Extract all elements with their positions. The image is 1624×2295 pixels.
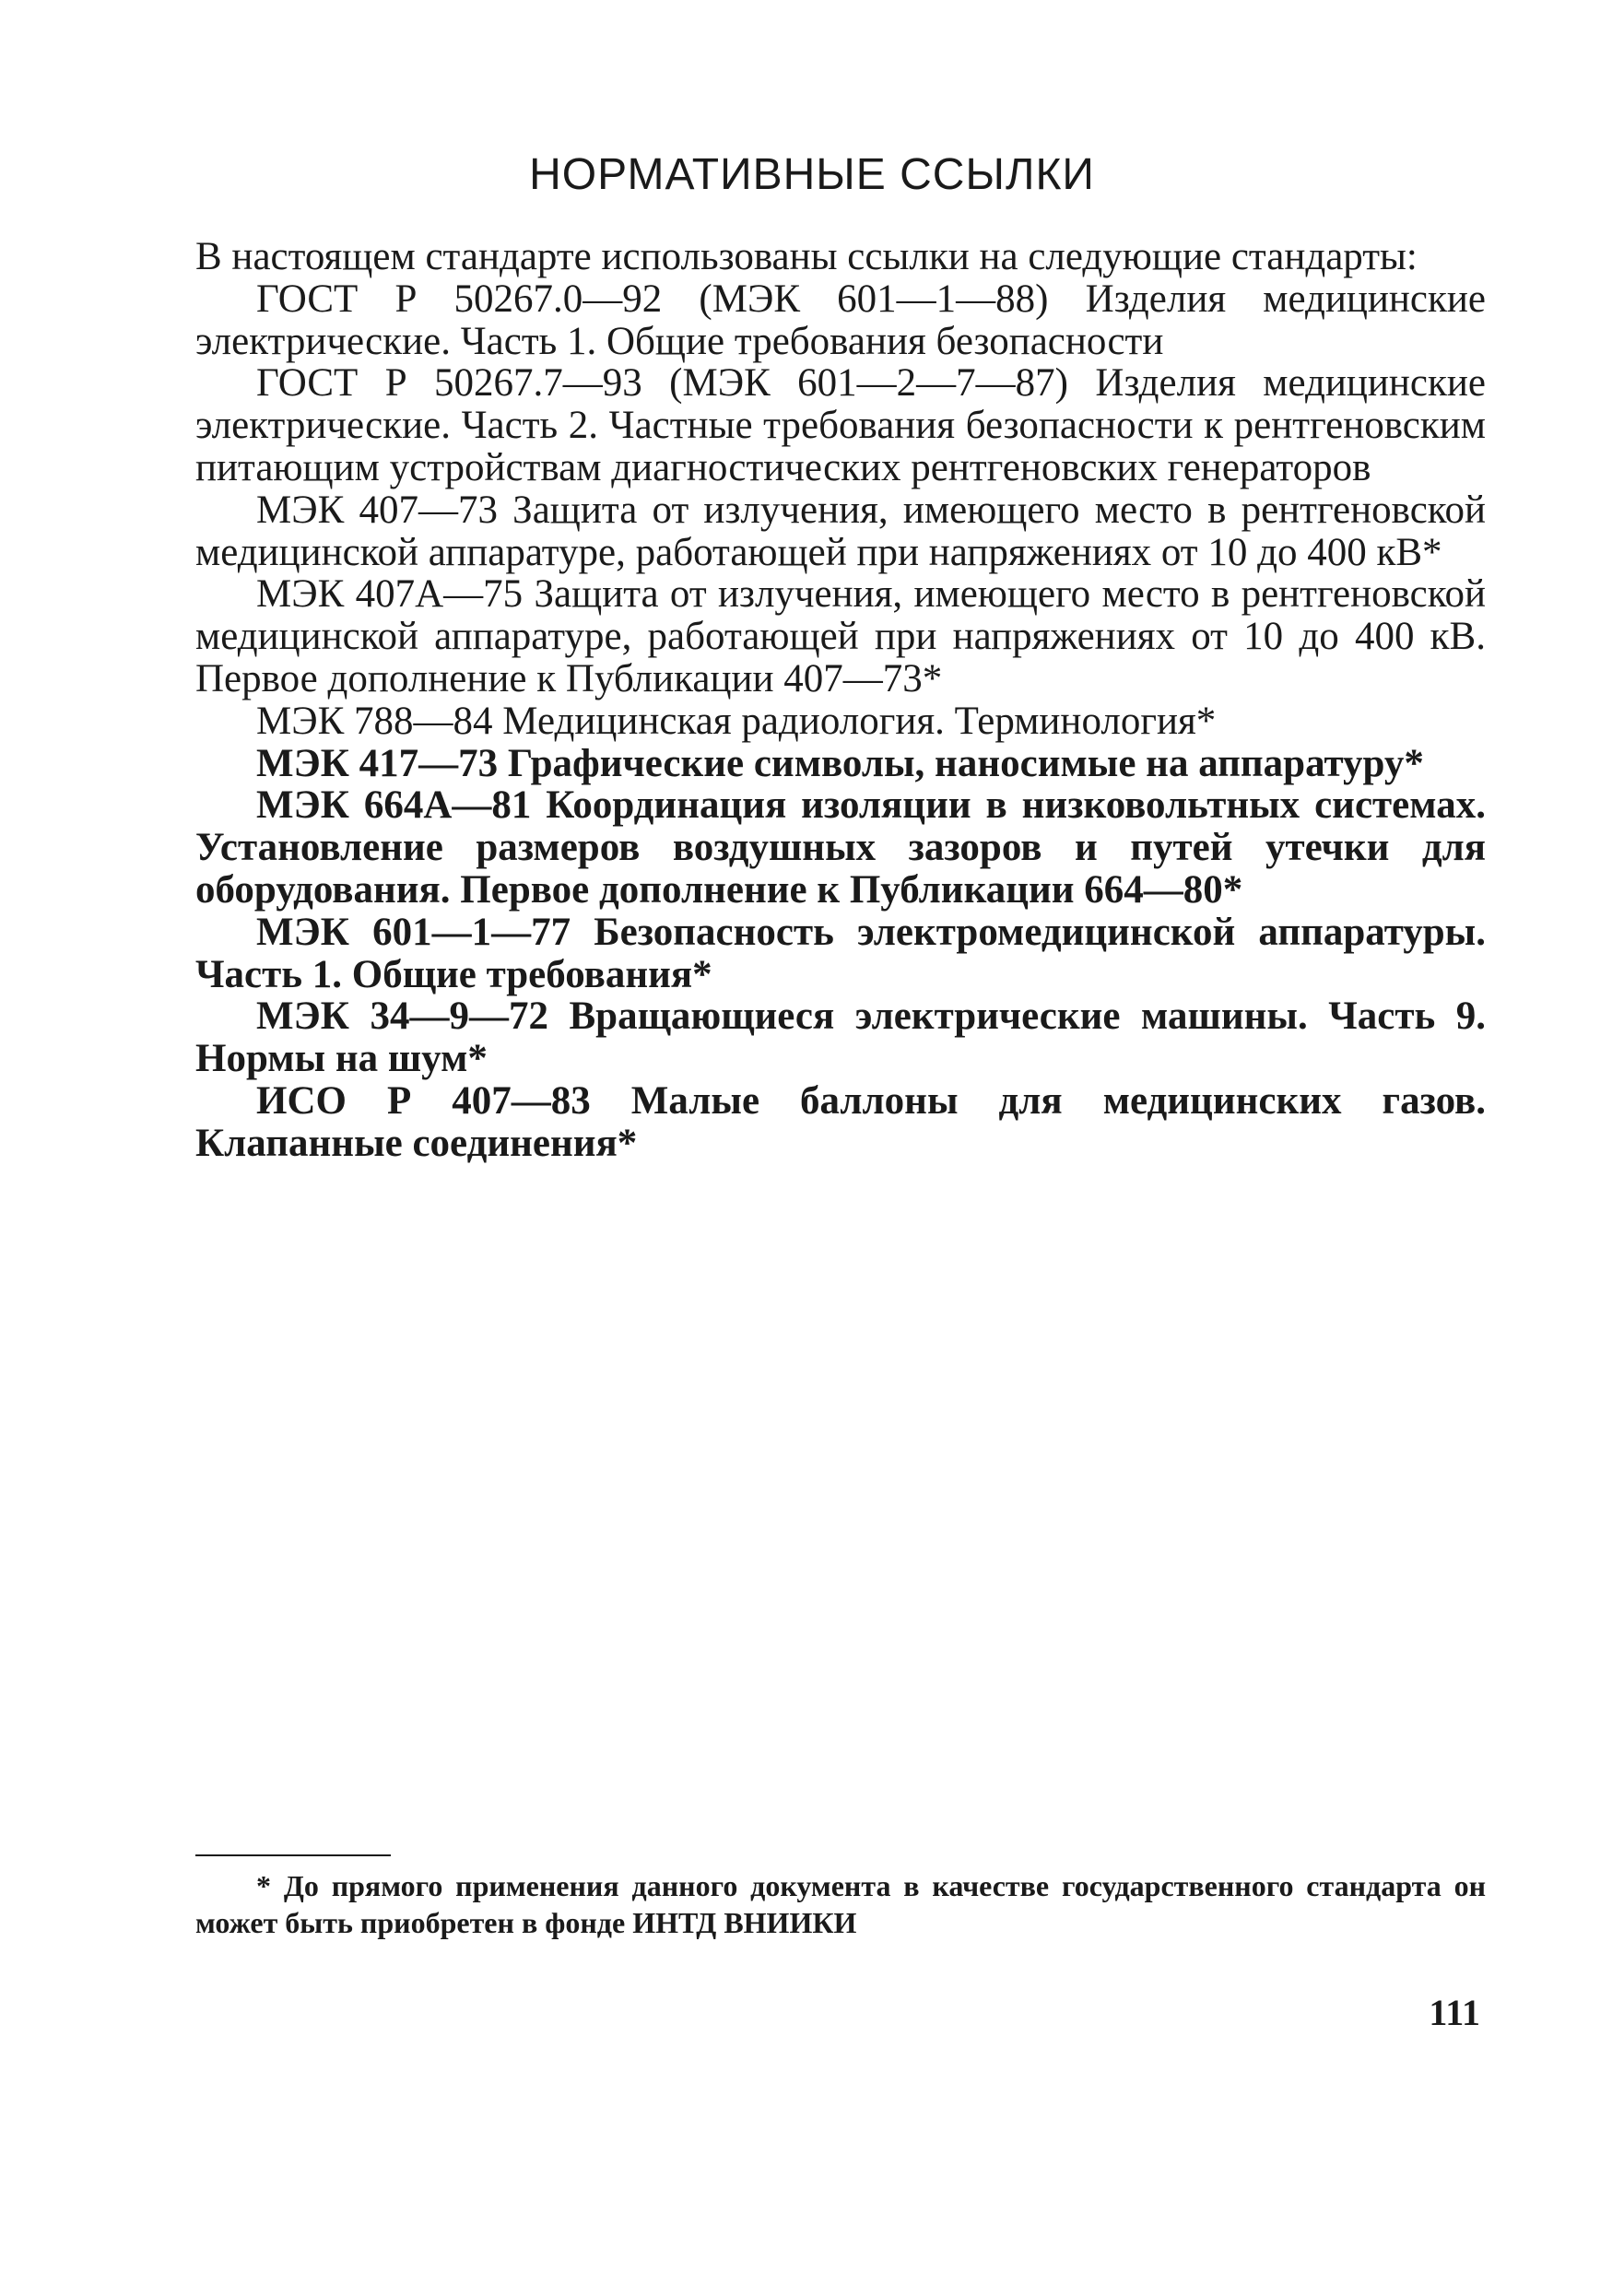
reference-item: МЭК 34—9—72 Вращающиеся электрические машины. Часть 9. Нормы на шум* (195, 994, 1486, 1081)
references-body (195, 236, 1486, 1165)
reference-item: ИСО Р 407—83 Малые баллоны для медицинских газов. Клапанные соединения* (195, 1078, 1486, 1165)
reference-item: МЭК 601—1—77 Безопасность электромедицинской аппаратуры. Часть 1. Общие требования* (195, 910, 1486, 996)
reference-item: ГОСТ Р 50267.7—93 (МЭК 601—2—7—87) Изделия медицинские электрические. Часть 2. Частные требования безопасности к рентгеновским питающим устройствам диагностических рентгеновских генераторов (195, 361, 1486, 489)
intro-paragraph: В настоящем стандарте использованы ссылки на следующие стандарты: (195, 235, 1418, 278)
reference-item: МЭК 407А—75 Защита от излучения, имеющего место в рентгеновской медицинской аппаратуре, работающей при напряжениях от 10 до 400 кВ. Первое дополнение к Публикации 407—73* (195, 572, 1486, 700)
reference-item: МЭК 407—73 Защита от излучения, имеющего место в рентгеновской медицинской аппаратуре, работающей при напряжениях от 10 до 400 кВ* (195, 488, 1486, 574)
footnote-divider (195, 1854, 391, 1856)
footnote-text (195, 1867, 1486, 1941)
reference-item: МЭК 664А—81 Координация изоляции в низковольтных системах. Установление размеров воздушных зазоров и путей утечки для оборудования. Первое дополнение к Публикации 664—80* (195, 783, 1486, 912)
reference-item: МЭК 788—84 Медицинская радиология. Терминология* (256, 699, 1217, 743)
footnote-content: * До прямого применения данного документа в качестве государственного стандарта он может быть приобретен в фонде ИНТД ВНИИКИ (195, 1869, 1486, 1939)
page-number: 111 (1429, 1992, 1480, 2033)
reference-item: ГОСТ Р 50267.0—92 (МЭК 601—1—88) Изделия медицинские электрические. Часть 1. Общие требования безопасности (195, 277, 1486, 363)
reference-item: МЭК 417—73 Графические символы, наносимые на аппаратуру* (256, 741, 1424, 785)
page-title: НОРМАТИВНЫЕ ССЫЛКИ (529, 150, 1095, 199)
